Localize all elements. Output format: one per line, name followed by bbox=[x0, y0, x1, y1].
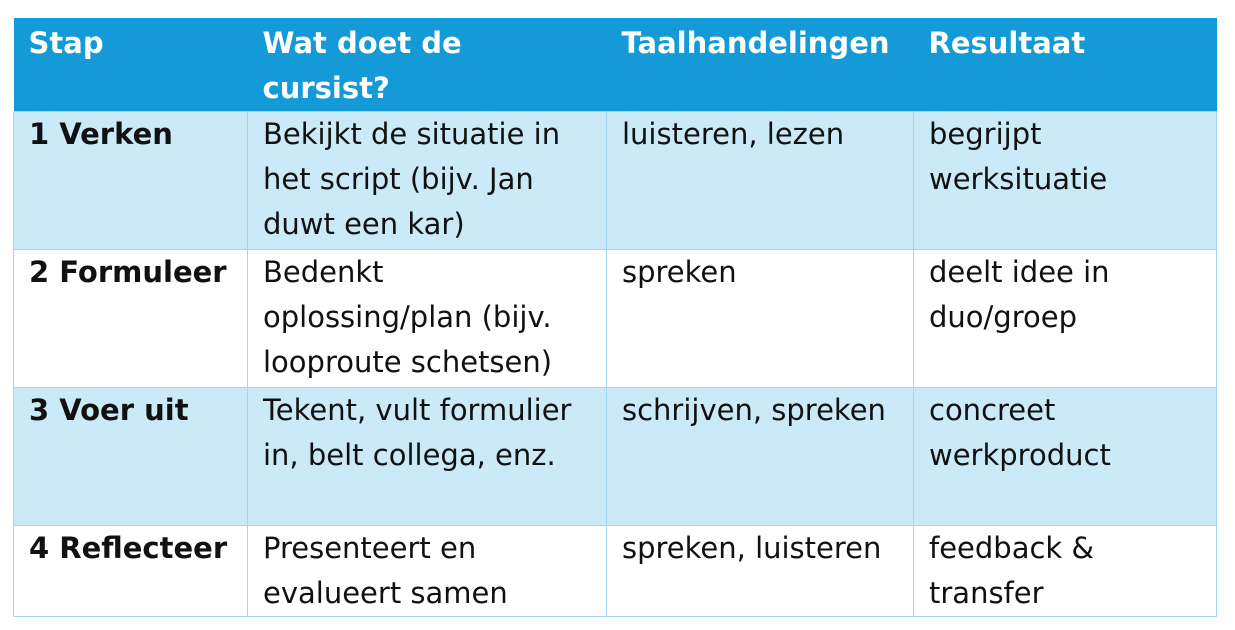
header-stap: Stap bbox=[14, 18, 248, 112]
activity-cell: Tekent, vult formulier in, belt collega, enz. bbox=[248, 388, 607, 526]
result-cell: concreet werkproduct bbox=[914, 388, 1217, 526]
table-row bbox=[14, 388, 1217, 526]
language-acts-cell: spreken bbox=[607, 250, 914, 388]
language-acts-cell: luisteren, lezen bbox=[607, 112, 914, 250]
header-wat-doet-de-cursist: Wat doet de cursist? bbox=[248, 18, 607, 112]
step-cell: 2 Formuleer bbox=[14, 250, 248, 388]
header-row bbox=[14, 18, 1217, 112]
activity-cell: Bekijkt de situatie in het script (bijv. Jan duwt een kar) bbox=[248, 112, 607, 250]
result-cell: feedback & transfer bbox=[914, 526, 1217, 617]
table-row bbox=[14, 250, 1217, 388]
steps-table bbox=[13, 18, 1217, 617]
steps-table-container bbox=[13, 18, 1216, 616]
language-acts-cell: schrijven, spreken bbox=[607, 388, 914, 526]
header-taalhandelingen: Taalhandelingen bbox=[607, 18, 914, 112]
language-acts-cell: spreken, luisteren bbox=[607, 526, 914, 617]
table-row bbox=[14, 526, 1217, 617]
step-cell: 1 Verken bbox=[14, 112, 248, 250]
activity-cell: Presenteert en evalueert samen bbox=[248, 526, 607, 617]
result-cell: begrijpt werksituatie bbox=[914, 112, 1217, 250]
header-resultaat: Resultaat bbox=[914, 18, 1217, 112]
result-cell: deelt idee in duo/groep bbox=[914, 250, 1217, 388]
table-row bbox=[14, 112, 1217, 250]
step-cell: 4 Reflecteer bbox=[14, 526, 248, 617]
activity-cell: Bedenkt oplossing/plan (bijv. looproute schetsen) bbox=[248, 250, 607, 388]
step-cell: 3 Voer uit bbox=[14, 388, 248, 526]
